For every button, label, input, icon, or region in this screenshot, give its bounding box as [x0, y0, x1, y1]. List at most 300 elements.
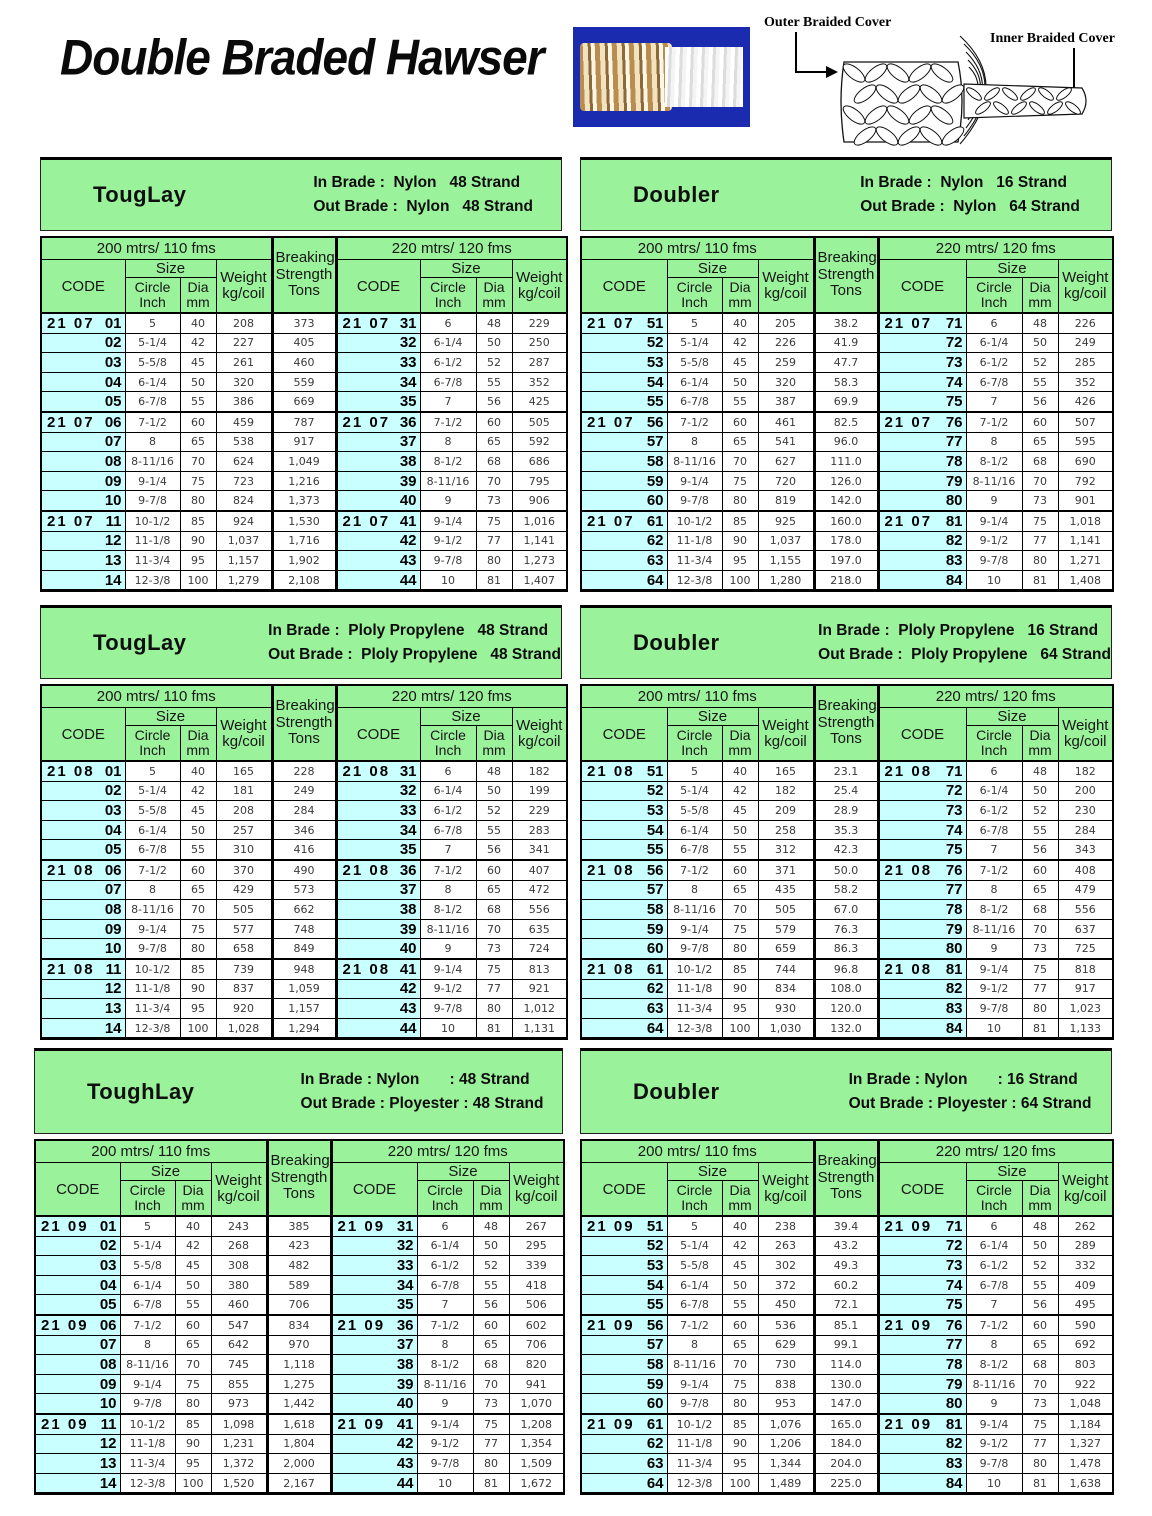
weight-value: 209 [758, 801, 814, 821]
table-title: TougLay [93, 182, 187, 207]
code-suffix: 64 [646, 1019, 664, 1037]
code-cell [878, 919, 966, 939]
code-cell [41, 392, 125, 412]
code-cell [878, 551, 966, 571]
span-header-row [581, 237, 1113, 260]
code-cell [878, 900, 966, 920]
weight-value: 818 [1058, 959, 1113, 979]
code-header: CODE [878, 260, 966, 314]
weight-value: 409 [1058, 1275, 1113, 1295]
circle-inch-value: 8-11/16 [667, 1355, 722, 1375]
weight-value: 386 [216, 392, 272, 412]
size-header: Size [125, 708, 216, 726]
breaking-strength-value: 204.0 [814, 1454, 878, 1474]
code-header: CODE [41, 260, 125, 314]
weight-value: 941 [509, 1374, 564, 1394]
table-row [41, 491, 567, 511]
code-cell [878, 1414, 966, 1434]
weight-value: 1,407 [512, 570, 567, 591]
dia-mm-value: 80 [722, 1394, 758, 1414]
code-suffix: 35 [399, 393, 417, 411]
table-row [581, 959, 1113, 979]
dia-mm-value: 75 [722, 1374, 758, 1394]
code-cell [581, 570, 667, 591]
dia-mm-value: 55 [722, 1295, 758, 1315]
code-suffix: 37 [399, 881, 417, 899]
circle-inch-value: 6-7/8 [120, 1295, 175, 1315]
dia-mm-value: 80 [180, 939, 216, 959]
code-suffix: 73 [945, 801, 963, 819]
weight-value: 505 [216, 900, 272, 920]
dia-mm-value: 56 [1022, 1295, 1058, 1315]
circle-inch-value: 11-3/4 [120, 1454, 175, 1474]
weight-value: 725 [1058, 939, 1113, 959]
dia-mm-value: 50 [1022, 333, 1058, 353]
weight-value: 745 [211, 1355, 267, 1375]
breaking-strength-header: Breaking Strength Tons [814, 685, 878, 761]
code-cell [41, 313, 125, 333]
code-cell [581, 471, 667, 491]
outer-braided-cover-label: Outer Braided Cover [764, 15, 892, 30]
span-200-header: 200 mtrs/ 110 fms [581, 685, 814, 708]
code-cell [878, 1018, 966, 1039]
breaking-strength-value: 43.2 [814, 1236, 878, 1256]
dia-mm-value: 52 [1022, 353, 1058, 373]
circle-inch-value: 8 [966, 1335, 1022, 1355]
circle-inch-value: 8 [667, 1335, 722, 1355]
circle-inch-value: 7 [420, 840, 476, 860]
code-prefix: 21 09 [587, 1217, 635, 1235]
code-suffix: 43 [396, 1454, 414, 1472]
weight-value: 1,184 [1058, 1414, 1113, 1434]
weight-value: 1,478 [1058, 1454, 1113, 1474]
weight-value: 182 [1058, 761, 1113, 781]
dia-mm-value: 100 [722, 1018, 758, 1039]
circle-inch-value: 8 [125, 432, 180, 452]
code-prefix: 21 07 [47, 314, 95, 332]
code-suffix: 09 [104, 920, 122, 938]
code-cell [581, 1473, 667, 1494]
breaking-strength-value: 423 [267, 1236, 331, 1256]
in-brade-line: In Brade : Nylon : 16 Strand [848, 1070, 1078, 1088]
breaking-strength-value: 120.0 [814, 999, 878, 1019]
dia-mm-value: 100 [175, 1473, 211, 1494]
weight-value: 284 [1058, 820, 1113, 840]
code-cell [581, 313, 667, 333]
circle-inch-value: 9-1/2 [417, 1434, 473, 1454]
table-row [581, 531, 1113, 551]
breaking-strength-value: 67.0 [814, 900, 878, 920]
circle-inch-value: 9-1/4 [120, 1374, 175, 1394]
breaking-strength-value: 589 [267, 1275, 331, 1295]
dia-mm-value: 50 [722, 1275, 758, 1295]
code-suffix: 77 [945, 1336, 963, 1354]
dia-mm-value: 40 [722, 313, 758, 333]
dia-mm-value: 95 [175, 1454, 211, 1474]
weight-value: 820 [509, 1355, 564, 1375]
code-cell [41, 1018, 125, 1039]
weight-value: 479 [1058, 880, 1113, 900]
circle-inch-value: 7-1/2 [417, 1315, 473, 1335]
dia-mm-value: 75 [1022, 511, 1058, 531]
code-suffix: 12 [104, 980, 122, 998]
span-header-row [41, 237, 567, 260]
span-200-header: 200 mtrs/ 110 fms [41, 685, 272, 708]
dia-mm-value: 55 [476, 372, 512, 392]
breaking-strength-value: 197.0 [814, 551, 878, 571]
table-row [581, 979, 1113, 999]
dia-mm-header: Dia mm [180, 278, 216, 314]
weight-value: 922 [1058, 1374, 1113, 1394]
table-row [35, 1473, 564, 1494]
code-suffix: 02 [104, 782, 122, 800]
table-title-band [40, 605, 562, 679]
table-row [581, 491, 1113, 511]
code-cell [878, 1295, 966, 1315]
breaking-strength-value: 787 [272, 412, 336, 432]
code-prefix: 21 09 [587, 1415, 635, 1433]
code-suffix: 38 [399, 452, 417, 470]
out-brade-line: Out Brade : Nylon 48 Strand [313, 198, 533, 215]
code-suffix: 72 [945, 782, 963, 800]
dia-mm-value: 75 [180, 471, 216, 491]
code-prefix: 21 07 [587, 413, 635, 431]
code-suffix: 62 [646, 1435, 664, 1453]
weight-value: 165 [758, 761, 814, 781]
code-cell [581, 939, 667, 959]
dia-mm-value: 40 [722, 761, 758, 781]
code-suffix: 53 [646, 353, 664, 371]
circle-inch-value: 11-3/4 [667, 1454, 722, 1474]
weight-value: 370 [216, 860, 272, 880]
breaking-strength-value: 130.0 [814, 1374, 878, 1394]
weight-value: 182 [512, 761, 567, 781]
dia-mm-value: 65 [1022, 880, 1058, 900]
dia-mm-value: 80 [175, 1394, 211, 1414]
circle-inch-value: 9-7/8 [966, 551, 1022, 571]
code-cell [336, 761, 420, 781]
circle-inch-value: 9-1/4 [966, 959, 1022, 979]
dia-mm-header: Dia mm [722, 726, 758, 762]
code-suffix: 01 [99, 1217, 117, 1235]
table-row [41, 959, 567, 979]
code-suffix: 05 [99, 1296, 117, 1314]
dia-mm-value: 50 [1022, 1236, 1058, 1256]
weight-value: 906 [512, 491, 567, 511]
breaking-strength-value: 662 [272, 900, 336, 920]
circle-inch-value: 8-11/16 [667, 900, 722, 920]
breaking-strength-value: 99.1 [814, 1335, 878, 1355]
code-suffix: 83 [945, 999, 963, 1017]
code-cell [41, 511, 125, 531]
code-suffix: 80 [945, 1395, 963, 1413]
dia-mm-value: 50 [180, 372, 216, 392]
code-cell [336, 313, 420, 333]
code-suffix: 41 [399, 960, 417, 978]
table-title-band [580, 157, 1112, 231]
circle-inch-value: 5-5/8 [120, 1256, 175, 1276]
breaking-strength-value: 482 [267, 1256, 331, 1276]
dia-mm-value: 100 [180, 1018, 216, 1039]
circle-inch-value: 10 [417, 1473, 473, 1494]
code-prefix: 21 07 [342, 413, 391, 431]
code-cell [336, 900, 420, 920]
code-prefix: 21 07 [342, 512, 391, 530]
code-cell [41, 452, 125, 472]
code-cell [581, 1236, 667, 1256]
table-row [581, 1355, 1113, 1375]
code-cell [331, 1295, 417, 1315]
code-cell [581, 959, 667, 979]
weight-value: 352 [512, 372, 567, 392]
weight-value: 229 [512, 801, 567, 821]
breaking-strength-value: 28.9 [814, 801, 878, 821]
code-suffix: 32 [396, 1237, 414, 1255]
out-brade-line: Out Brade : Ploly Propylene 48 Strand [268, 646, 561, 663]
code-cell [878, 313, 966, 333]
code-suffix: 33 [399, 353, 417, 371]
circle-inch-value: 5-5/8 [667, 801, 722, 821]
breaking-strength-value: 165.0 [814, 1414, 878, 1434]
dia-mm-value: 73 [476, 491, 512, 511]
weight-value: 547 [211, 1315, 267, 1335]
code-cell [878, 761, 966, 781]
dia-mm-value: 56 [476, 840, 512, 860]
in-brade-line: In Brade : Nylon 48 Strand [313, 173, 521, 191]
circle-inch-value: 9-7/8 [667, 1394, 722, 1414]
out-brade-line: Out Brade : Ploly Propylene 64 Strand [818, 646, 1111, 663]
circle-inch-value: 6-1/4 [667, 820, 722, 840]
code-cell [878, 1434, 966, 1454]
code-cell [878, 880, 966, 900]
code-suffix: 44 [399, 1019, 417, 1037]
circle-inch-value: 5-1/4 [667, 333, 722, 353]
weight-value: 461 [758, 412, 814, 432]
circle-inch-value: 8-11/16 [420, 471, 476, 491]
out-brade-line: Out Brade : Nylon 64 Strand [860, 198, 1080, 215]
dia-mm-value: 75 [476, 511, 512, 531]
circle-inch-value: 10 [966, 1473, 1022, 1494]
weight-value: 1,076 [758, 1414, 814, 1434]
weight-value: 1,037 [216, 531, 272, 551]
code-suffix: 07 [99, 1336, 117, 1354]
circle-inch-value: 5 [667, 1216, 722, 1236]
circle-inch-value: 8 [966, 880, 1022, 900]
table-row [581, 1216, 1113, 1236]
code-suffix: 78 [945, 452, 963, 470]
code-suffix: 57 [646, 1336, 664, 1354]
weight-value: 259 [758, 353, 814, 373]
dia-mm-header: Dia mm [476, 726, 512, 762]
dia-mm-header: Dia mm [722, 278, 758, 314]
code-cell [581, 999, 667, 1019]
weight-value: 690 [1058, 452, 1113, 472]
code-suffix: 51 [646, 314, 664, 332]
circle-inch-value: 8 [417, 1335, 473, 1355]
code-suffix: 44 [399, 571, 417, 589]
dia-mm-value: 81 [476, 1018, 512, 1039]
dia-mm-value: 45 [180, 353, 216, 373]
dia-mm-value: 85 [722, 1414, 758, 1434]
code-suffix: 13 [99, 1454, 117, 1472]
weight-value: 1,028 [216, 1018, 272, 1039]
weight-value: 387 [758, 392, 814, 412]
weight-value: 1,206 [758, 1434, 814, 1454]
dia-mm-value: 68 [1022, 900, 1058, 920]
code-suffix: 04 [104, 821, 122, 839]
circle-inch-value: 7-1/2 [420, 412, 476, 432]
code-cell [581, 820, 667, 840]
code-cell [41, 333, 125, 353]
table-row [581, 333, 1113, 353]
code-cell [336, 1018, 420, 1039]
code-cell [581, 452, 667, 472]
breaking-strength-value: 1,294 [272, 1018, 336, 1039]
breaking-strength-value: 132.0 [814, 1018, 878, 1039]
dia-mm-value: 50 [175, 1275, 211, 1295]
weight-value: 460 [211, 1295, 267, 1315]
code-suffix: 36 [399, 413, 417, 431]
code-prefix: 21 08 [587, 762, 635, 780]
code-suffix: 76 [945, 1316, 963, 1334]
weight-value: 1,509 [509, 1454, 564, 1474]
code-cell [581, 1018, 667, 1039]
circle-inch-value: 5-1/4 [667, 1236, 722, 1256]
breaking-strength-value: 1,530 [272, 511, 336, 531]
code-suffix: 51 [646, 762, 664, 780]
circle-inch-value: 8-11/16 [125, 452, 180, 472]
code-prefix: 21 09 [884, 1415, 933, 1433]
weight-value: 720 [758, 471, 814, 491]
dia-mm-value: 80 [180, 491, 216, 511]
code-prefix: 21 08 [587, 960, 635, 978]
code-suffix: 03 [104, 353, 122, 371]
code-cell [581, 353, 667, 373]
breaking-strength-value: 346 [272, 820, 336, 840]
weight-value: 312 [758, 840, 814, 860]
weight-value: 407 [512, 860, 567, 880]
table-row [581, 471, 1113, 491]
breaking-strength-value: 178.0 [814, 531, 878, 551]
breaking-strength-value: 948 [272, 959, 336, 979]
span-200-header: 200 mtrs/ 110 fms [41, 237, 272, 260]
dia-mm-value: 60 [180, 412, 216, 432]
table-row [581, 313, 1113, 333]
code-cell [581, 1315, 667, 1335]
code-cell [336, 452, 420, 472]
circle-inch-value: 8-11/16 [125, 900, 180, 920]
dia-mm-header: Dia mm [473, 1181, 509, 1217]
table-row [41, 570, 567, 591]
breaking-strength-value: 126.0 [814, 471, 878, 491]
weight-value: 1,327 [1058, 1434, 1113, 1454]
code-cell [41, 491, 125, 511]
dia-mm-value: 85 [180, 959, 216, 979]
circle-inch-value: 7-1/2 [125, 412, 180, 432]
code-cell [581, 1454, 667, 1474]
code-cell [878, 801, 966, 821]
code-cell [581, 1355, 667, 1375]
weight-value: 310 [216, 840, 272, 860]
code-suffix: 33 [396, 1256, 414, 1274]
weight-value: 226 [758, 333, 814, 353]
weight-value: 803 [1058, 1355, 1113, 1375]
code-cell [581, 860, 667, 880]
weight-value: 1,141 [1058, 531, 1113, 551]
table-row [581, 781, 1113, 801]
code-cell [878, 511, 966, 531]
circle-inch-value: 9-1/2 [420, 979, 476, 999]
table-row [581, 1434, 1113, 1454]
circle-inch-value: 8-1/2 [420, 900, 476, 920]
circle-inch-value: 8 [667, 880, 722, 900]
spec-grid [580, 1139, 1114, 1495]
weight-value: 408 [1058, 860, 1113, 880]
code-suffix: 09 [104, 472, 122, 490]
dia-mm-value: 65 [722, 432, 758, 452]
code-suffix: 82 [945, 980, 963, 998]
circle-inch-header: Circle Inch [667, 726, 722, 762]
weight-value: 507 [1058, 412, 1113, 432]
dia-mm-value: 40 [175, 1216, 211, 1236]
breaking-strength-value: 249 [272, 781, 336, 801]
in-brade-line: In Brade : Ploly Propylene 48 Strand [268, 621, 549, 639]
circle-inch-value: 9-7/8 [420, 999, 476, 1019]
circle-inch-value: 6-1/2 [417, 1256, 473, 1276]
code-cell [878, 1216, 966, 1236]
breaking-strength-value: 50.0 [814, 860, 878, 880]
table-row [35, 1236, 564, 1256]
code-cell [41, 860, 125, 880]
dia-mm-value: 77 [476, 979, 512, 999]
dia-mm-value: 80 [1022, 999, 1058, 1019]
dia-mm-value: 73 [476, 939, 512, 959]
weight-value: 924 [216, 511, 272, 531]
code-cell [878, 1256, 966, 1276]
code-suffix: 04 [104, 373, 122, 391]
code-suffix: 36 [396, 1316, 414, 1334]
circle-inch-value: 10-1/2 [125, 511, 180, 531]
code-cell [878, 840, 966, 860]
dia-mm-value: 70 [476, 919, 512, 939]
code-prefix: 21 09 [337, 1415, 386, 1433]
code-cell [336, 801, 420, 821]
breaking-strength-value: 1,157 [272, 999, 336, 1019]
code-cell [878, 372, 966, 392]
code-cell [41, 999, 125, 1019]
dia-mm-value: 55 [1022, 820, 1058, 840]
circle-inch-value: 7 [966, 392, 1022, 412]
circle-inch-value: 8-1/2 [966, 1355, 1022, 1375]
circle-inch-value: 11-1/8 [120, 1434, 175, 1454]
circle-inch-value: 7-1/2 [667, 412, 722, 432]
weight-value: 579 [758, 919, 814, 939]
code-suffix: 56 [646, 861, 664, 879]
code-suffix: 41 [396, 1415, 414, 1433]
breaking-strength-value: 1,049 [272, 452, 336, 472]
code-cell [35, 1236, 120, 1256]
code-cell [41, 781, 125, 801]
table-row [41, 353, 567, 373]
code-suffix: 75 [945, 841, 963, 859]
table-row [35, 1374, 564, 1394]
table-row [581, 570, 1113, 591]
weight-value: 261 [216, 353, 272, 373]
table-row [41, 801, 567, 821]
circle-inch-header: Circle Inch [966, 278, 1022, 314]
code-cell [581, 1295, 667, 1315]
code-suffix: 72 [945, 1237, 963, 1255]
